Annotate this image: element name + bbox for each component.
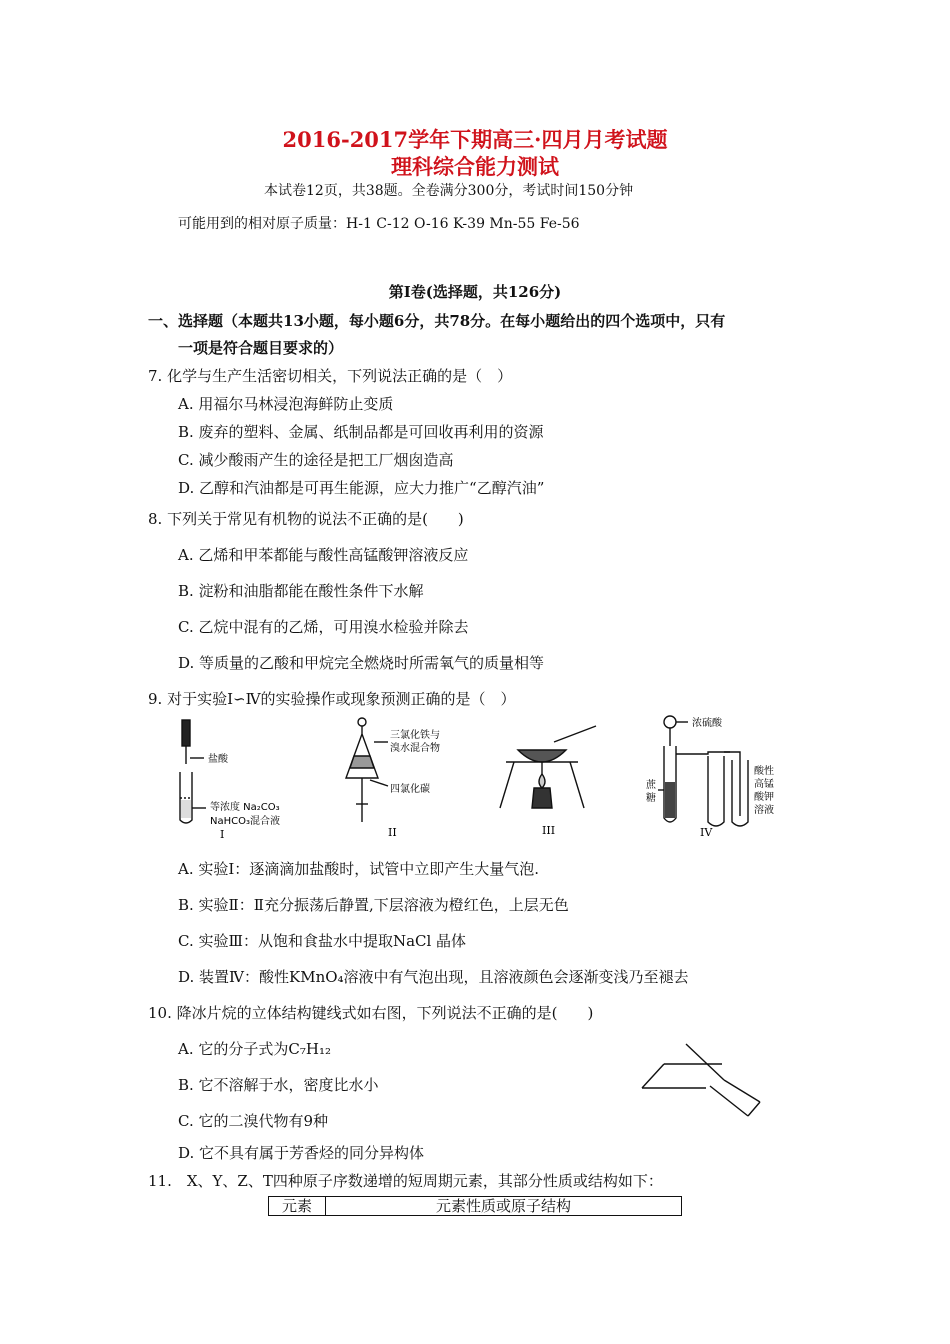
atomic-masses: 可能用到的相对原子质量：H-1 C-12 O-16 K-39 Mn-55 Fe-56 [178, 216, 580, 232]
label-fecl3-bromine-2: 溴水混合物 [390, 743, 440, 754]
question-8-option-b: B. 淀粉和油脂都能在酸性条件下水解 [178, 582, 424, 600]
question-9-option-d: D. 装置Ⅳ：酸性KMnO₄溶液中有气泡出现，且溶液颜色会逐渐变浅乃至褪去 [178, 968, 689, 986]
question-10-option-a: A. 它的分子式为C₇H₁₂ [178, 1040, 331, 1058]
norbornane-structure [634, 1040, 774, 1122]
label-kmno4-2: 高锰 [754, 779, 774, 790]
exam-title: 2016-2017学年下期高三·四月月考试题 [282, 127, 668, 152]
experiment-apparatus-drawing [170, 712, 810, 844]
label-kmno4-3: 酸钾 [754, 792, 774, 803]
question-11-stem: 11. X、Y、Z、T四种原子序数递增的短周期元素，其部分性质或结构如下： [148, 1172, 663, 1190]
section-instruction-line2: 一项是符合题目要求的） [178, 339, 344, 357]
experiment-figure [170, 712, 810, 844]
label-carbonate-mixture-1: 等浓度 Na₂CO₃ [210, 802, 280, 813]
question-7-option-c: C. 减少酸雨产生的途径是把工厂烟囱造高 [178, 451, 454, 469]
exam-subtitle: 理科综合能力测试 [391, 154, 559, 179]
table-header-element: 元素 [269, 1197, 326, 1216]
question-8-option-a: A. 乙烯和甲苯都能与酸性高锰酸钾溶液反应 [178, 546, 469, 564]
part-title: 第Ⅰ卷(选择题，共126分) [388, 283, 562, 301]
label-experiment-2: II [388, 826, 397, 839]
question-10-option-d: D. 它不具有属于芳香烃的同分异构体 [178, 1144, 425, 1162]
element-properties-table [268, 1196, 682, 1216]
table-header-row [269, 1197, 682, 1216]
label-kmno4-1: 酸性 [754, 766, 774, 777]
label-hydrochloric-acid: 盐酸 [208, 754, 228, 765]
label-experiment-4: IV [700, 826, 713, 839]
question-10-stem: 10. 降冰片烷的立体结构键线式如右图，下列说法不正确的是( ) [148, 1004, 594, 1022]
question-10-option-b: B. 它不溶解于水，密度比水小 [178, 1076, 379, 1094]
question-9-option-a: A. 实验Ⅰ：逐滴滴加盐酸时，试管中立即产生大量气泡. [178, 860, 540, 878]
question-9-stem: 9. 对于实验Ⅰ∽Ⅳ的实验操作或现象预测正确的是（ ） [148, 690, 516, 708]
question-7-stem: 7. 化学与生产生活密切相关，下列说法正确的是（ ） [148, 367, 513, 385]
section-instruction-line1: 一、选择题（本题共13小题，每小题6分，共78分。在每小题给出的四个选项中，只有 [148, 312, 726, 330]
question-8-option-d: D. 等质量的乙酸和甲烷完全燃烧时所需氧气的质量相等 [178, 654, 545, 672]
label-experiment-3: III [542, 824, 556, 837]
label-sucrose-1: 蔗 [646, 780, 656, 791]
table-header-property: 元素性质或原子结构 [326, 1197, 682, 1216]
label-sucrose-2: 糖 [646, 793, 656, 804]
question-7-option-d: D. 乙醇和汽油都是可再生能源，应大力推广“乙醇汽油” [178, 479, 545, 497]
question-7-option-a: A. 用福尔马林浸泡海鲜防止变质 [178, 395, 394, 413]
label-experiment-1: I [220, 828, 225, 841]
label-carbonate-mixture-2: NaHCO₃混合液 [210, 816, 280, 827]
question-10-option-c: C. 它的二溴代物有9种 [178, 1112, 329, 1130]
exam-info: 本试卷12页，共38题。全卷满分300分，考试时间150分钟 [264, 183, 634, 199]
label-kmno4-4: 溶液 [754, 805, 774, 816]
question-8-option-c: C. 乙烷中混有的乙烯，可用溴水检验并除去 [178, 618, 469, 636]
label-concentrated-sulfuric-acid: 浓硫酸 [692, 718, 722, 729]
question-9-option-c: C. 实验Ⅲ：从饱和食盐水中提取NaCl 晶体 [178, 932, 467, 950]
label-fecl3-bromine-1: 三氯化铁与 [390, 730, 440, 741]
question-9-option-b: B. 实验Ⅱ：Ⅱ充分振荡后静置,下层溶液为橙红色，上层无色 [178, 896, 569, 914]
label-carbon-tetrachloride: 四氯化碳 [390, 784, 430, 795]
question-8-stem: 8. 下列关于常见有机物的说法不正确的是( ) [148, 510, 464, 528]
question-7-option-b: B. 废弃的塑料、金属、纸制品都是可回收再利用的资源 [178, 423, 544, 441]
